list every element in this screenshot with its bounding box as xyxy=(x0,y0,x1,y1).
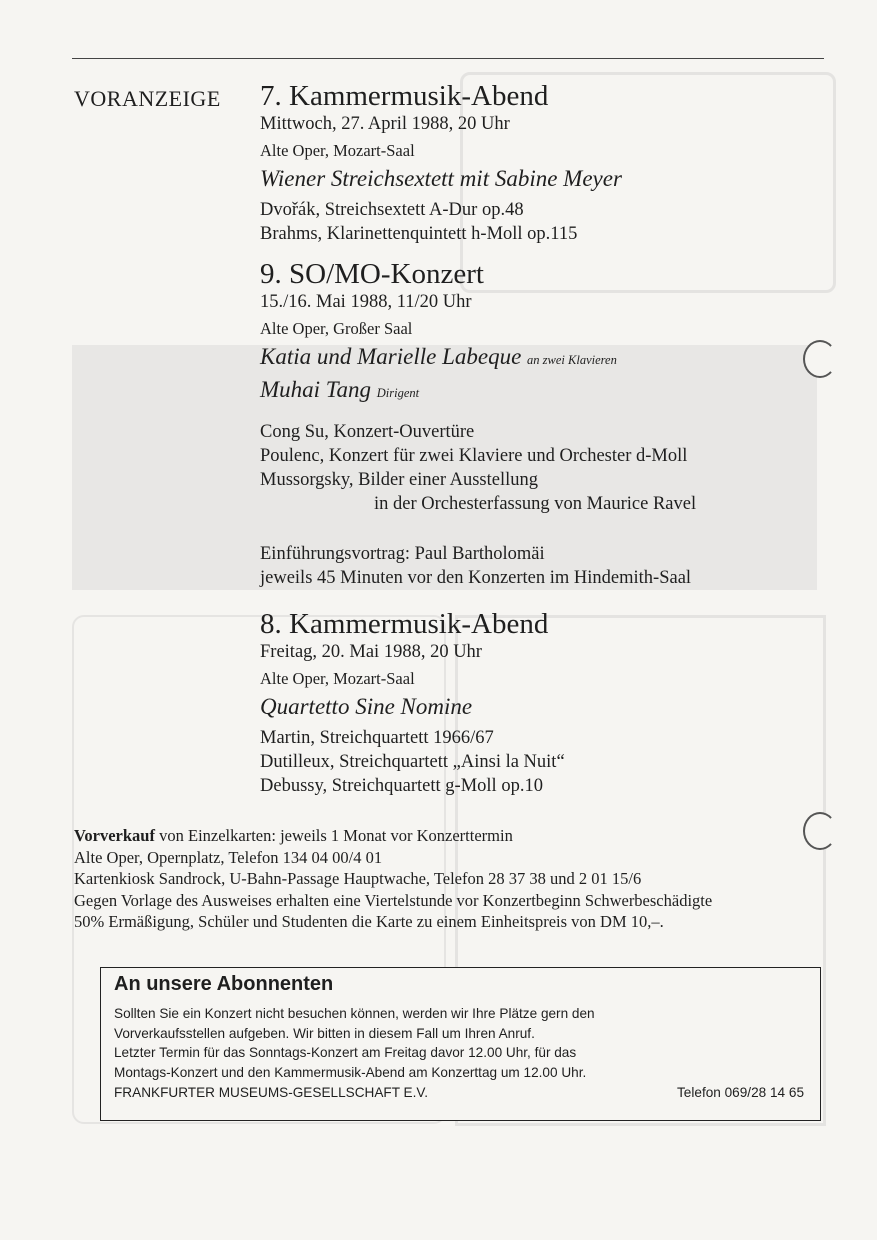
program-item: Cong Su, Konzert-Ouvertüre xyxy=(260,422,475,442)
concert-performer: Wiener Streichsextett mit Sabine Meyer xyxy=(260,166,622,191)
conductor-name: Muhai Tang xyxy=(260,377,371,402)
concert-2 xyxy=(260,258,820,590)
concert-3 xyxy=(260,608,820,798)
organization-phone: Telefon 069/28 14 65 xyxy=(677,1085,804,1100)
program-item: Martin, Streichquartett 1966/67 xyxy=(260,728,494,748)
concert-venue: Alte Oper, Großer Saal xyxy=(260,319,413,338)
conductor-role: Dirigent xyxy=(376,386,420,400)
advance-sale-line: Alte Oper, Opernplatz, Telefon 134 04 00/4 01 xyxy=(74,847,383,867)
advance-sale-line xyxy=(74,825,834,847)
concert-column xyxy=(260,80,820,798)
concert-date: Mittwoch, 27. April 1988, 20 Uhr xyxy=(260,114,510,134)
advance-sale-line: Gegen Vorlage des Ausweises erhalten eine Viertelstunde vor Konzertbeginn Schwerbeschädigte xyxy=(74,890,713,910)
notice-body xyxy=(114,1004,804,1082)
concert-performer: Quartetto Sine Nomine xyxy=(260,694,473,719)
notice-line: Letzter Termin für das Sonntags-Konzert am Freitag davor 12.00 Uhr, für das xyxy=(114,1045,577,1060)
concert-date: Freitag, 20. Mai 1988, 20 Uhr xyxy=(260,642,482,662)
performer-name: Katia und Marielle Labeque xyxy=(260,344,522,369)
intro-lecture-note: jeweils 45 Minuten vor den Konzerten im Hindemith-Saal xyxy=(260,568,692,588)
concert-1 xyxy=(260,80,820,246)
program-item: Mussorgsky, Bilder einer Ausstellung xyxy=(260,470,539,490)
organization-name: FRANKFURTER MUSEUMS-GESELLSCHAFT E.V. xyxy=(114,1085,428,1100)
advance-sale-line: Kartenkiosk Sandrock, U-Bahn-Passage Hauptwache, Telefon 28 37 38 und 2 01 15/6 xyxy=(74,869,642,888)
concert-conductor xyxy=(260,375,820,408)
program-item: Debussy, Streichquartett g-Moll op.10 xyxy=(260,776,543,796)
top-rule xyxy=(72,58,824,59)
concert-title: 9. SO/MO-Konzert xyxy=(260,258,484,290)
program-item: Brahms, Klarinettenquintett h-Moll op.115 xyxy=(260,224,578,244)
subscriber-notice-box xyxy=(100,967,821,1121)
advance-sale-info xyxy=(74,825,834,933)
notice-line: Vorverkaufsstellen aufgeben. Wir bitten in diesem Fall um Ihren Anruf. xyxy=(114,1025,535,1041)
section-label: VORANZEIGE xyxy=(74,86,221,111)
notice-title: An unsere Abonnenten xyxy=(114,973,334,995)
concert-title: 7. Kammermusik-Abend xyxy=(260,80,549,112)
notice-footer xyxy=(114,1085,804,1100)
program-item: Dutilleux, Streichquartett „Ainsi la Nuit“ xyxy=(260,752,565,772)
concert-date: 15./16. Mai 1988, 11/20 Uhr xyxy=(260,292,472,312)
concert-title: 8. Kammermusik-Abend xyxy=(260,608,549,640)
advance-sale-text: von Einzelkarten: jeweils 1 Monat vor Konzerttermin xyxy=(159,826,513,845)
advance-sale-line: 50% Ermäßigung, Schüler und Studenten die Karte zu einem Einheitspreis von DM 10,–. xyxy=(74,912,664,931)
program-note: in der Orchesterfassung von Maurice Ravel xyxy=(374,494,697,514)
advance-sale-heading: Vorverkauf xyxy=(74,826,155,845)
concert-venue: Alte Oper, Mozart-Saal xyxy=(260,669,415,688)
notice-line: Montags-Konzert und den Kammermusik-Abend am Konzerttag um 12.00 Uhr. xyxy=(114,1064,587,1080)
program-item: Poulenc, Konzert für zwei Klaviere und Orchester d-Moll xyxy=(260,446,688,466)
performer-role: an zwei Klavieren xyxy=(527,353,617,367)
concert-venue: Alte Oper, Mozart-Saal xyxy=(260,141,415,160)
concert-performer xyxy=(260,342,820,375)
intro-lecture: Einführungsvortrag: Paul Bartholomäi xyxy=(260,544,545,564)
program-item: Dvořák, Streichsextett A-Dur op.48 xyxy=(260,200,524,220)
notice-line: Sollten Sie ein Konzert nicht besuchen können, werden wir Ihre Plätze gern den xyxy=(114,1006,595,1021)
